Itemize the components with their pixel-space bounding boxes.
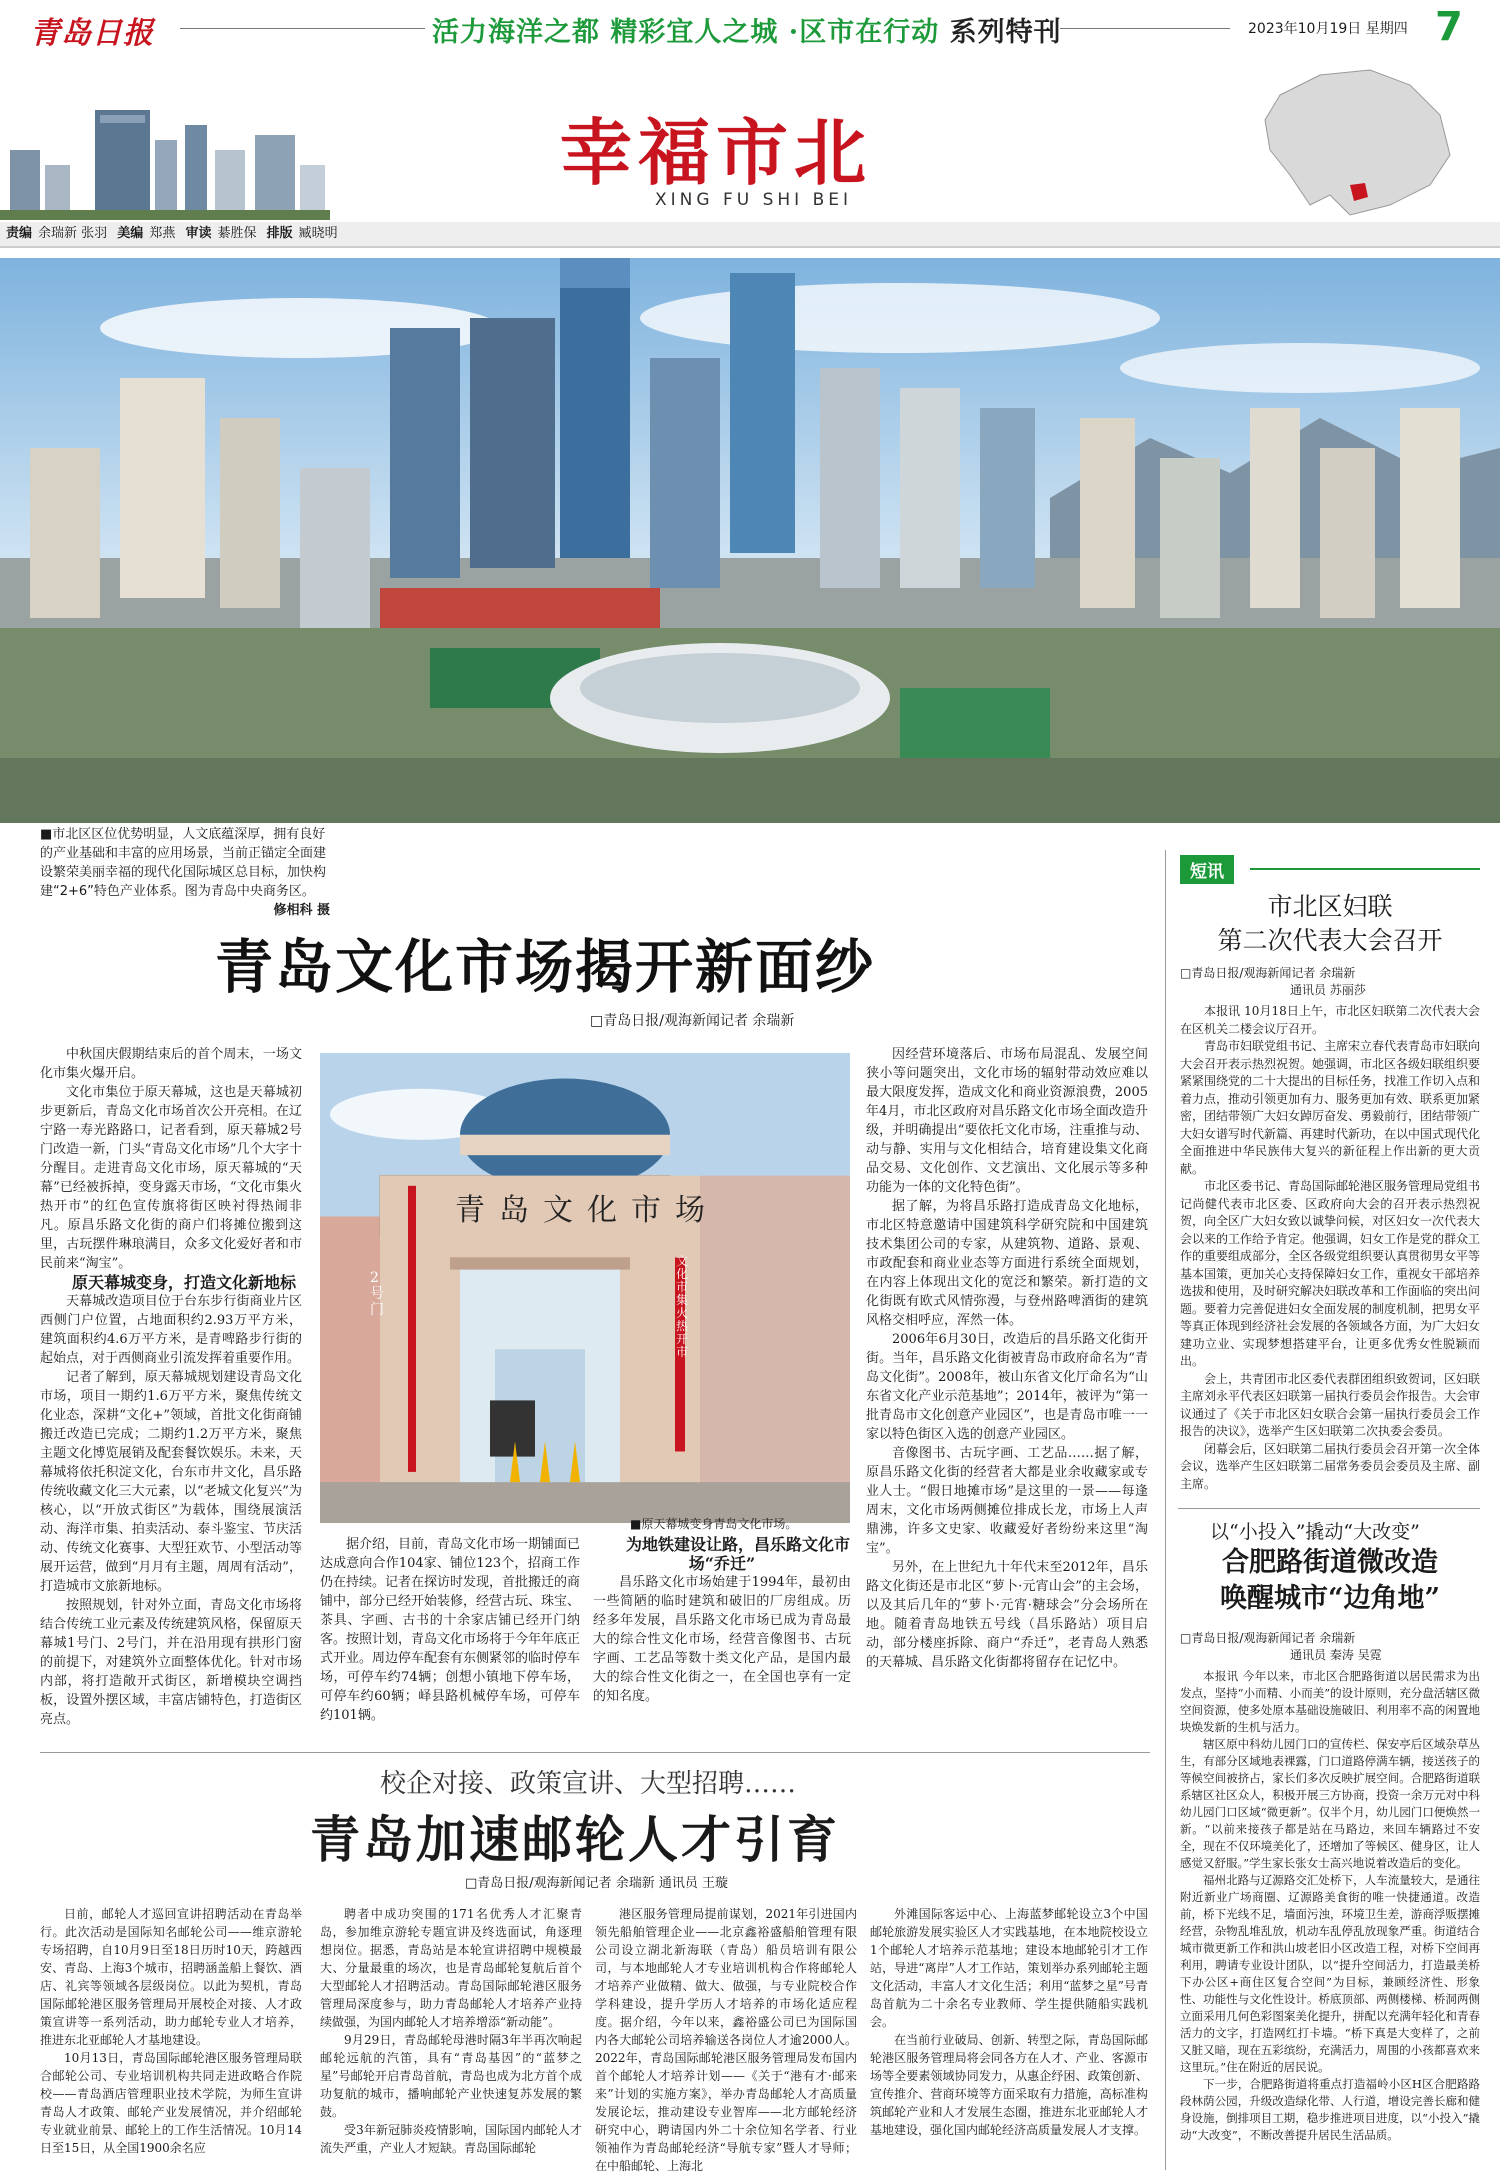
photo-credit: 修相科 摄 bbox=[273, 903, 330, 918]
culture-market-gate-photo bbox=[320, 1053, 850, 1523]
paragraph: 下一步，合肥路街道将重点打造福岭小区H区合肥路路段林荫公园，升级改造绿化带、人行道，增设完善长廊和健身设施，倒排项目工期，稳步推进项目进度，以“小投入”撬动“大改变”，不断改善提升居民生活品质。 bbox=[1180, 2077, 1480, 2142]
article1-col2b bbox=[593, 1535, 851, 1706]
brief2-title-line1: 合肥路街道微改造 bbox=[1222, 1547, 1438, 1578]
photo-caption bbox=[40, 825, 330, 920]
paragraph: 会上，共青团市北区委代表群团组织致贺词，区妇联主席刘永平代表区妇联第一届执行委员会作报告。大会审议通过了《关于市北区妇女联合会第一届执行委员会工作报告的决议》，选举产生区妇联第二次执委会委员。 bbox=[1180, 1371, 1481, 1438]
issue-date: 2023年10月19日 星期四 bbox=[1248, 21, 1408, 37]
credit-value: 余瑞新 张羽 bbox=[38, 226, 108, 241]
article2-headline: 青岛加速邮轮人才引育 bbox=[310, 1810, 840, 1869]
paragraph: 辖区原中科幼儿园门口的宣传栏、保安亭后区域杂草丛生，有部分区域地表裸露，门口道路停满车辆，接送孩子的等候空间被挤占，家长们多次反映扩展空间。合肥路街道联系辖区社区众人，积极开展三方协商，投资一余万元对中科幼儿园门口区域“微更新”。仅半个月，幼儿园门口便焕然一新。“以前来接孩子都是站在马路边，来回车辆路过不安全，现在不仅环境美化了，还增加了等候区、健身区，让人感觉又舒服。”学生家长张女士高兴地说着改造后的变化。 bbox=[1180, 1737, 1480, 1870]
gate-sign-door: 2号门 bbox=[370, 1270, 384, 1318]
article2-col4 bbox=[870, 1905, 1148, 2139]
paragraph: 青岛市妇联党组书记、主席宋立春代表青岛市妇联向大会召开表示热烈祝贺。她强调，市北区各级妇联组织要紧紧围绕党的二十大提出的目标任务，找准工作切入点和着力点，推动引领更加有力、服务更加有效、联系更加紧密，团结带领广大妇女踔厉奋发、勇毅前行，团结带领广大妇女谱写时代新篇、再建时代新功，在以中国式现代化全面推进中华民族伟大复兴的新征程上作出新的更大贡献。 bbox=[1180, 1039, 1481, 1176]
paragraph: 福州北路与辽源路交汇处桥下，人车流量较大，是通往附近新业广场商圈、辽源路美食街的唯一快捷通道。改造前，桥下光线不足，墙面污浊，环境卫生差，游商浮贩摆摊经营，杂物乱堆乱放，机动车乱停乱放现象严重。街道结合城市微更新工作和洪山坡老旧小区改造工程，对桥下空间再利用，聘请专业设计团队，以“提升空间活力，打造最美桥下办公区+商住区复合空间”为目标，兼顾经济性、形象性、功能性与文化性设计。桥底顶部、两侧楼梯、桥洞两侧立面采用几何色彩图案美化提升，拼配以充满年轻化和青春活力的文字，打造网红打卡墙。“桥下真是大变样了，之前又脏又暗，现在五彩缤纷，充满活力，周围的小孩都喜欢来这里玩。”住在附近的居民说。 bbox=[1180, 1873, 1480, 2074]
paragraph: 2006年6月30日，改造后的昌乐路文化街开街。当年，昌乐路文化街被青岛市政府命名为“青岛文化街”。2008年，被山东省文化厅命名为“山东省文化产业示范基地”；2014年，被评为“第一批青岛市文化创意产业园区”，也是青岛市唯一一家以特色街区入选的创意产业园区。 bbox=[866, 1332, 1148, 1442]
credit-bar bbox=[0, 222, 1500, 248]
paragraph: 10月13日，青岛国际邮轮港区服务管理局联合邮轮公司、专业培训机构共同走进政略合作院校——青岛酒店管理职业技术学院，为师生宣讲青岛人才政策、邮轮产业发展情况，并介绍邮轮专业就业前景、邮轮上的工作生活情况。10月14日至15日，从全国1900余名应 bbox=[40, 2051, 302, 2155]
cbd-aerial-photo bbox=[0, 258, 1500, 823]
paragraph: 中秋国庆假期结束后的首个周末，一场文化市集火爆开启。 bbox=[40, 1047, 302, 1081]
masthead-logo: 青岛日报 bbox=[30, 16, 154, 51]
brief1-title-line1: 市北区妇联 bbox=[1267, 892, 1393, 921]
header-rule-right bbox=[1060, 28, 1230, 29]
brief2-kicker: 以“小投入”撬动“大改变” bbox=[1210, 1521, 1420, 1543]
paragraph: 在当前行业破局、创新、转型之际，青岛国际邮轮港区服务管理局将会同各方在人才、产业、客源市场等全要素领域协同发力，从惠企纾困、政策创新、宣传推介、营商环境等方面采取有力措施，高标准构筑邮轮产业和人才发展生态圈，推进东北亚邮轮人才基地建设，强化国内邮轮经济高质量发展人才支撑。 bbox=[870, 2033, 1148, 2137]
credit-label: 责编 bbox=[6, 226, 33, 241]
article2-kicker: 校企对接、政策宣讲、大型招聘…… bbox=[380, 1769, 797, 1799]
brief1-byline-2: 通讯员 苏丽莎 bbox=[1290, 983, 1366, 997]
brief1-byline bbox=[1180, 965, 1366, 999]
brief1-title-line2: 第二次代表大会召开 bbox=[1217, 926, 1443, 955]
paragraph: 市北区委书记、青岛国际邮轮港区服务管理局党组书记尚健代表市北区委、区政府向大会的召开表示热烈祝贺，向全区广大妇女致以诚挚问候，对区妇女一次代表大会以来的工作给予肯定。他强调，妇女工作是党的群众工作的重要组成部分，全区各级党组织要认真贯彻男女平等基本国策，更加关心支持保障妇女工作，重视女干部培养选拔和使用，及时研究解决妇联改革和工作面临的突出问题。要着力完善促进妇女全面发展的制度机制，把男女平等真正体现到经济社会发展的各领域各方面，为广大妇女建功立业、实现梦想搭建平台，让更多优秀女性脱颖而出。 bbox=[1180, 1179, 1481, 1368]
skyline-image bbox=[0, 95, 330, 220]
credit-value: 郑燕 bbox=[149, 226, 176, 241]
article-divider bbox=[40, 1752, 1150, 1753]
paragraph: 文化市集位于原天幕城，这也是天幕城初步更新后，青岛文化市场首次公开亮相。在辽宁路一寿光路路口，记者看到，原天幕城2号门改造一新，门头“青岛文化市场”几个大字十分醒目。走进青岛文化市场，原天幕城的“天幕”已经被拆掉，变身露天市场，“文化市集火热开市”的红色宣传旗将街区映衬得热闹非凡。原昌乐路文化街的商户们将摊位搬到这里，古玩摆件琳琅满目，众多文化爱好者和市民前来“淘宝”。 bbox=[40, 1085, 302, 1271]
paragraph: 记者了解到，原天幕城规划建设青岛文化市场，项目一期约1.6万平方米，聚焦传统文化业态，深耕“文化+”领域，首批文化街商铺搬迁改造已完成；二期约1.2万平方米，聚焦主题文化博览展销及配套餐饮娱乐。未来，天幕城将依托积淀文化，台东市井文化，昌乐路传统收藏文化三大元素，以“老城文化复兴”为核心，以“开放式街区”为载体，围绕展演活动、海洋市集、拍卖活动、泰斗鉴宝、节庆活动、传统文化赛事、大型狂欢节、小型活动等展开运营，做到“月月有主题，周周有活动”，打造城市文旅新地标。 bbox=[40, 1370, 302, 1594]
paragraph: 昌乐路文化市场始建于1994年，最初由一些简陋的临时建筑和破旧的厂房组成。历经多年发展，昌乐路文化市场已成为青岛最大的综合性文化市场，经营音像图书、古玩字画、工艺品等数十类文化产品，是国内最大的综合性文化街之一，在全国也享有一定的知名度。 bbox=[593, 1575, 851, 1704]
article1-subhead-1: 原天幕城变身，打造文化新地标 bbox=[72, 1273, 297, 1292]
column-rule bbox=[1165, 850, 1166, 2170]
section-title: 幸福市北 bbox=[560, 110, 873, 195]
article2-col3 bbox=[595, 1905, 857, 2175]
credit-value: 臧晓明 bbox=[298, 226, 338, 241]
credit-value: 綦胜保 bbox=[217, 226, 257, 241]
briefs-rule bbox=[1250, 868, 1480, 870]
paragraph: 外滩国际客运中心、上海蓝梦邮轮设立3个中国邮轮旅游发展实验区人才实践基地，在本地院校设立1个邮轮人才培养示范基地；建设本地邮轮引才工作站，导进“离岸”人才工作站，策划举办系列邮轮主题文化活动，丰富人才文化生活；利用“蓝梦之星”号青岛首航为二十余名专业教师、学生提供随船实践机会。 bbox=[870, 1907, 1148, 2029]
header-rule bbox=[180, 28, 425, 29]
briefs-tag: 短讯 bbox=[1180, 855, 1234, 884]
paragraph: 音像图书、古玩字画、工艺品……据了解，原昌乐路文化街的经营者大都是业余收藏家或专业人士。“假日地摊市场”是这里的一景——每逢周末，文化市场两侧摊位排成长龙，市场上人声鼎沸，许多文史家、收藏爱好者纷纷来这里“淘宝”。 bbox=[866, 1446, 1148, 1556]
gate-sign: 青岛文化市场 bbox=[455, 1193, 719, 1228]
paragraph: 日前，邮轮人才巡回宣讲招聘活动在青岛举行。此次活动是国际知名邮轮公司——维京游轮专场招聘，自10月9日至18日历时10天，跨越西安、青岛、上海3个城市，招聘涵盖船上餐饮、酒店、礼宾等领域各层级岗位。以此为契机，青岛国际邮轮港区服务管理局开展校企对接、人才政策宣讲等一系列活动，助力邮轮专业人才培养，推进东北亚邮轮人才基地建设。 bbox=[40, 1907, 302, 2047]
article1-headline: 青岛文化市场揭开新面纱 bbox=[215, 933, 876, 1001]
article1-byline: □青岛日报/观海新闻记者 余瑞新 bbox=[590, 1013, 795, 1029]
paragraph: 聘者中成功突围的171名优秀人才汇聚青岛，参加维京游轮专题宣讲及终选面试，角逐理想岗位。据悉，青岛站是本轮宣讲招聘中规模最大、分量最重的场次，也是青岛邮轮复航后首个大型邮轮人才招聘活动。青岛国际邮轮港区服务管理局深度参与，助力青岛邮轮人才培养产业持续做强，为国内邮轮人才培养增添“新动能”。 bbox=[320, 1907, 582, 2029]
brief2-body bbox=[1180, 1668, 1480, 2144]
paragraph: 闭幕会后，区妇联第二届执行委员会召开第一次全体会议，选举产生区妇联第二届常务委员会委员及主席、副主席。 bbox=[1180, 1441, 1481, 1491]
paragraph: 本报讯 10月18日上午，市北区妇联第二次代表大会在区机关二楼会议厅召开。 bbox=[1180, 1004, 1480, 1036]
paragraph: 本报讯 今年以来，市北区合肥路街道以居民需求为出发点，坚持“小而精、小而美”的设计原则，充分盘活辖区微空间资源，使多处原本基础设施破旧、利用率不高的闲置地块焕发新的生机与活力。 bbox=[1180, 1669, 1480, 1734]
article1-col1 bbox=[40, 1045, 302, 1729]
brief2-title bbox=[1175, 1545, 1485, 1617]
credit-label: 排版 bbox=[266, 226, 293, 241]
brief1-byline-1: □青岛日报/观海新闻记者 余瑞新 bbox=[1180, 966, 1356, 980]
article2-col2 bbox=[320, 1905, 582, 2157]
brief2-title-line2: 唤醒城市“边角地” bbox=[1219, 1583, 1441, 1614]
paragraph: 9月29日，青岛邮轮母港时隔3年半再次响起邮轮远航的汽笛，具有“青岛基因”的“蓝梦之星”号邮轮开启青岛首航，青岛也成为北方首个成功复航的城市，播响邮轮产业快速复苏发展的繁鼓。 bbox=[320, 2033, 582, 2119]
gate-banner: 文化市集火热开市 bbox=[676, 1254, 689, 1359]
article1-col3 bbox=[866, 1045, 1148, 1672]
brief1-title bbox=[1175, 890, 1485, 958]
section-pinyin: XING FU SHI BEI bbox=[655, 190, 852, 210]
article1-col2 bbox=[320, 1535, 580, 1725]
article2-byline: □青岛日报/观海新闻记者 余瑞新 通讯员 王璇 bbox=[465, 1876, 729, 1891]
paragraph: 天幕城改造项目位于台东步行街商业片区西侧门户位置，占地面积约2.93万平方米，建筑面积约4.6万平方米，是青啤路步行街的起始点，对于西侧商业引流发挥着重要作用。 bbox=[40, 1294, 302, 1366]
brief2-byline-2: 通讯员 秦涛 吴霓 bbox=[1290, 1648, 1382, 1662]
brief1-body bbox=[1180, 1003, 1480, 1493]
paragraph: 港区服务管理局提前谋划，2021年引进国内领先船舶管理企业——北京鑫裕盛船舶管理有限公司设立湖北新海联（青岛）船员培训有限公司，与本地邮轮人才专业培训机构合作将邮轮人才培养产业做精、做大、做强，与专业院校合作学科建设，提升学历人才培养的市场化适应程度。据介绍，今年以来，鑫裕盛公司已为国际国内各大邮轮公司培养输送各岗位人才逾2000人。2022年，青岛国际邮轮港区服务管理局发布国内首个邮轮人才培养计划——《关于“港有才·邮来来”计划的实施方案》，举办青岛邮轮人才高质量发展论坛，推动建设专业智库——北方邮轮经济研究中心，聘请国内外二十余位知名学者、行业领袖作为青岛邮轮经济“导航专家”暨人才导师；在中船邮轮、上海北 bbox=[595, 1907, 857, 2173]
brief2-byline bbox=[1180, 1630, 1382, 1664]
photo-caption-text: ■市北区区位优势明显，人文底蕴深厚，拥有良好的产业基础和丰富的应用场景，当前正锚定全面建设繁荣美丽幸福的现代化国际城区总目标，加快构建“2+6”特色产业体系。图为青岛中央商务区。 bbox=[40, 827, 327, 899]
article2-col1 bbox=[40, 1905, 302, 2157]
series-tag: 系列特刊 bbox=[949, 17, 1062, 48]
credit-label: 审读 bbox=[185, 226, 212, 241]
article1-subhead-2: 为地铁建设让路，昌乐路文化市场“乔迁” bbox=[625, 1535, 850, 1573]
series-title-text: 活力海洋之都 精彩宜人之城 ·区市在行动 bbox=[432, 17, 940, 48]
paragraph: 因经营环境落后、市场布局混乱、发展空间狭小等问题突出，文化市场的辐射带动效应难以最大限度发挥，造成文化和商业资源浪费，2005年4月，市北区政府对昌乐路文化市场全面改造升级，并明确提出“要依托文化市场，注重推与动、动与静、实用与文化相结合，培育建设集文化商品交易、文化创作、文艺演出、文化展示等多种功能为一体的文化特色街”。 bbox=[866, 1047, 1148, 1195]
brief-divider bbox=[1178, 1508, 1480, 1509]
brief2-byline-1: □青岛日报/观海新闻记者 余瑞新 bbox=[1180, 1631, 1356, 1645]
credit-label: 美编 bbox=[117, 226, 144, 241]
qingdao-map-image bbox=[1240, 55, 1470, 245]
paragraph: 另外，在上世纪九十年代末至2012年，昌乐路文化街还是市北区“萝卜·元宵山会”的主会场，以及其后几年的“萝卜·元宵·糖球会”分会场所在地。随着青岛地铁五号线（昌乐路站）项目启动，部分楼座拆除、商户“乔迁”，老青岛人熟悉的天幕城、昌乐路文化街都将留存在记忆中。 bbox=[866, 1560, 1148, 1670]
series-title bbox=[432, 10, 1062, 49]
paragraph: 按照规划，针对外立面，青岛文化市场将结合传统工业元素及传统建筑风格，保留原天幕城1号门、2号门，并在沿用现有拱形门窗的前提下，对建筑外立面整体优化。针对市场内部，将打造敞开式街区，新增模块空调挡板，设置外摆区域，丰富店铺特色，打造街区亮点。 bbox=[40, 1598, 302, 1727]
paragraph: 据介绍，目前，青岛文化市场一期铺面已达成意向合作104家、铺位123个，招商工作仍在持续。记者在探访时发现，首批搬迁的商铺中，部分已经开始装修，经营古玩、珠宝、茶具、字画、古书的十余家店铺已经开门纳客。按照计划，青岛文化市场将于今年年底正式开业。周边停车配套有东侧紧邻的临时停车场，可停车约74辆；创想小镇地下停车场，可停车约60辆；峄县路机械停车场，可停车约101辆。 bbox=[320, 1537, 581, 1723]
market-photo-caption: ■原天幕城变身青岛文化市场。 bbox=[630, 1517, 798, 1531]
page-number: 7 bbox=[1435, 4, 1463, 50]
paragraph: 据了解，为将昌乐路打造成青岛文化地标，市北区特意邀请中国建筑科学研究院和中国建筑技术集团公司的专家，从建筑物、道路、景观、市政配套和商业业态等方面进行系统全面规划，在内容上体现出文化的宽泛和繁荣。新打造的文化街既有欧式风情弥漫，与登州路啤酒街的建筑风格交相呼应，浑然一体。 bbox=[866, 1199, 1148, 1328]
paragraph: 受3年新冠肺炎疫情影响，国际国内邮轮人才流失严重，产业人才短缺。青岛国际邮轮 bbox=[320, 2123, 582, 2155]
